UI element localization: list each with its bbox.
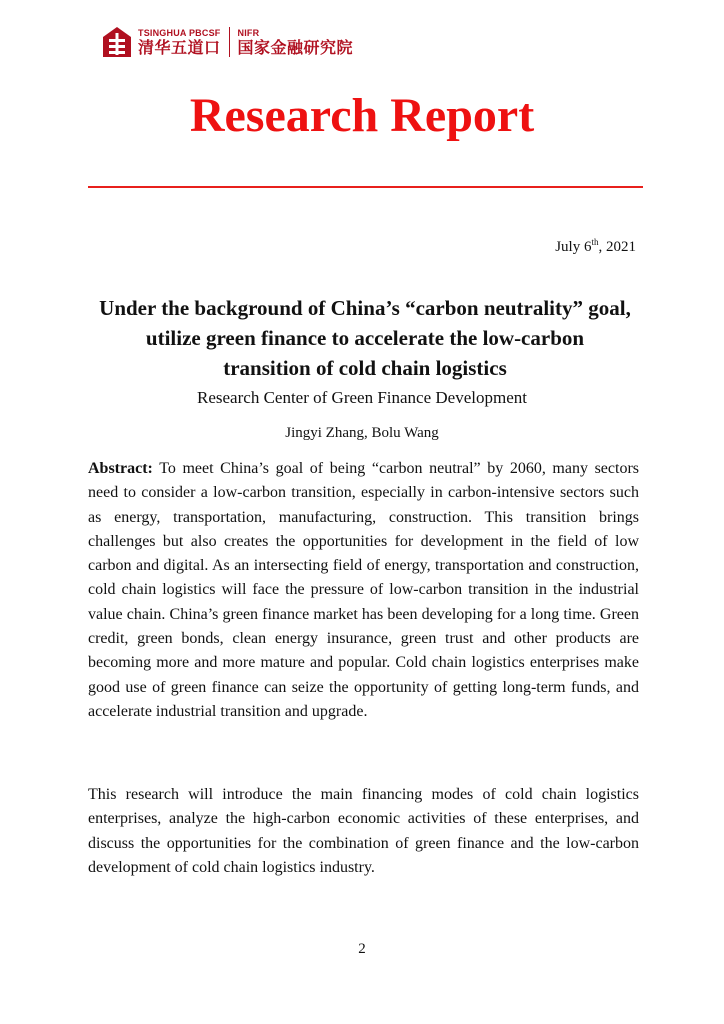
body-paragraph: This research will introduce the main financing modes of cold chain logistics enterprises, analyze the high-carbon economic activities of these enterprises, and discuss the opportunities for the combination of green finance and the low-carbon development of cold chain logistics industry. — [88, 786, 639, 876]
title-divider — [88, 186, 643, 188]
date-prefix: July 6 — [555, 239, 592, 255]
nifr-logo-en: NIFR — [237, 27, 260, 38]
abstract-text: To meet China’s goal of being “carbon neutral” by 2060, many sectors need to consider a low-carbon transition, especially in carbon-intensive sectors such as energy, transportation, manufacturing, construction. This transition brings challenges but also creates the opportunities for development in the field of low carbon and digital. As an intersecting field of energy, transportation and construction, cold chain logistics will face the pressure of low-carbon transition in the industrial value chain. China’s green finance market has been developing for a long time. Green credit, green bonds, clean energy insurance, green trust and other products are becoming more and more mature and popular. Cold chain logistics enterprises make good use of green finance can seize the opportunity of getting long-term funds, and accelerate industrial transition and upgrade. — [88, 460, 639, 720]
title-line: transition of cold chain logistics — [223, 356, 507, 380]
authors: Jingyi Zhang, Bolu Wang — [285, 425, 439, 441]
tsinghua-logo-text — [138, 29, 221, 56]
tsinghua-pbcsf-logo-icon — [100, 25, 134, 59]
abstract-label: Abstract: — [88, 460, 153, 477]
title-line: Under the background of China’s “carbon neutrality” goal, — [99, 296, 631, 320]
tsinghua-logo-en: TSINGHUA PBCSF — [138, 27, 221, 38]
date-suffix: th — [591, 237, 599, 247]
nifr-logo-cn: 国家金融研究院 — [237, 37, 354, 57]
report-date — [555, 237, 636, 256]
date-rest: , 2021 — [598, 239, 636, 255]
research-center: Research Center of Green Finance Development — [197, 388, 527, 407]
paper-title — [70, 293, 660, 383]
logo-divider — [229, 27, 230, 57]
report-title: Research Report — [189, 89, 535, 142]
header-logos — [100, 24, 353, 60]
nifr-logo-text — [238, 29, 354, 56]
abstract-paragraph — [88, 457, 639, 724]
tsinghua-logo-cn: 清华五道口 — [138, 37, 221, 57]
page-number: 2 — [358, 941, 366, 957]
title-line: utilize green finance to accelerate the low-carbon — [145, 326, 585, 350]
